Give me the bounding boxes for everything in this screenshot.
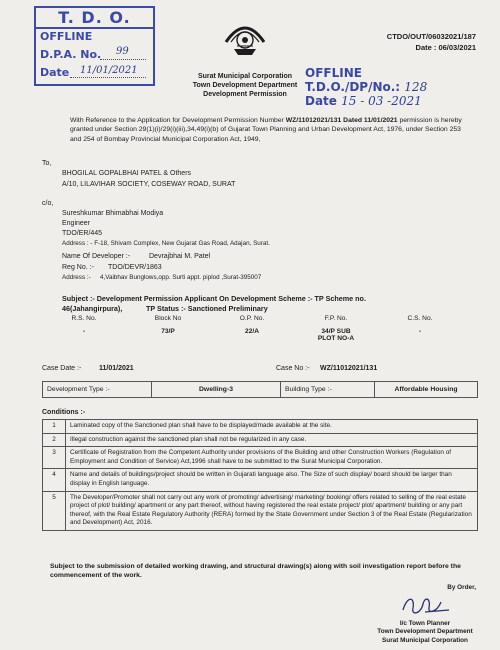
condition-text: Laminated copy of the Sanctioned plan shall have to be displayed/made available at the site. xyxy=(66,420,478,434)
offline-label: OFFLINE xyxy=(305,66,362,80)
intro-paragraph xyxy=(70,116,470,144)
engineer-role: Engineer xyxy=(62,220,91,227)
condition-number: 3 xyxy=(43,447,66,469)
application-number: WZ/11012021/131 Dated 11/01/2021 xyxy=(285,117,398,124)
signature-block xyxy=(360,584,490,645)
tdo-dp-label: T.D.O./DP/No.: xyxy=(305,80,401,94)
case-date: 11/01/2021 xyxy=(99,365,134,372)
conditions-table xyxy=(42,419,478,531)
tdo-dp-row xyxy=(305,80,427,94)
stamp-dpa-label: D.P.A. No. xyxy=(40,48,102,61)
signatory-title: I/c Town Planner xyxy=(399,620,451,628)
org-name: Surat Municipal Corporation xyxy=(197,73,293,80)
case-date-label: Case Date :- xyxy=(42,365,82,372)
engineer-name: Sureshkumar Bhimabhai Modiya xyxy=(62,210,164,217)
subject-line: Subject :- Development Permission Applicant On Development Scheme :- TP Scheme no. xyxy=(62,294,366,303)
stamp-date-value: 11/01/2021 xyxy=(80,65,138,76)
developer-reg: TDO/DEVR/1863 xyxy=(108,264,162,271)
by-order: By Order, xyxy=(447,584,476,591)
footer-note: Subject to the submission of detailed working drawing, and structural drawing(s) along with soil investigation report before the commencement of the work. xyxy=(50,563,461,579)
stamp-title: T. D. O. xyxy=(36,8,153,29)
tdo-stamp xyxy=(34,6,155,86)
stamp-dpa-line xyxy=(100,59,146,60)
tp-status: TP Status :- Sanctioned Preliminary xyxy=(146,304,268,313)
engineer-reg: TDO/ER/445 xyxy=(62,230,103,237)
conditions-heading: Conditions :- xyxy=(42,409,86,416)
developer-address-label: Address :- xyxy=(62,274,91,281)
stamp-date-line xyxy=(70,77,146,78)
stamp-offline: OFFLINE xyxy=(40,30,93,43)
outward-number: CTDO/OUT/06032021/187 xyxy=(386,32,476,41)
condition-number: 1 xyxy=(43,420,66,434)
signature-scribble xyxy=(395,590,455,620)
intro-text-start: With Reference to the Application for Development Permission Number xyxy=(70,117,286,124)
developer-name: Devrajbhai M. Patel xyxy=(149,253,211,260)
offline-date-row xyxy=(305,94,427,108)
col-block-no: Block No xyxy=(154,315,182,322)
department-name: Town Development Department xyxy=(192,82,298,90)
signatory-department: Town Development Department xyxy=(377,628,473,636)
scheme-name: 46(Jahangirpura), xyxy=(62,304,123,313)
condition-number: 5 xyxy=(43,491,66,530)
signatory-organization: Surat Municipal Corporation xyxy=(382,636,468,644)
recipient-address: A/10, LILAVIHAR SOCIETY, COSEWAY ROAD, SURAT xyxy=(62,181,236,188)
recipient-name: BHOGILAL GOPALBHAI PATEL & Others xyxy=(62,170,192,177)
document-title: Development Permission xyxy=(203,91,287,99)
condition-row xyxy=(43,433,478,447)
engineer-address: Address : - F-18, Shivam Complex, New Gujarat Gas Road, Adajan, Surat. xyxy=(62,240,270,247)
condition-row xyxy=(43,420,478,434)
stamp-date-label: Date xyxy=(40,66,70,79)
condition-row xyxy=(43,491,478,530)
rs-no-value: - xyxy=(82,328,86,335)
condition-text: The Developer/Promoter shall not carry out any work of promoting/ advertising/ marketing/ booking/ offers related to selling of the real estate project of plot/ building/ apartment or any part thereof, without having registered the real estate project/ plot/ apartment/ building or any part thereof, with the Real Estate Regulatory Authority (RERA) formed by the State Government under Section 3 of the Real Estate (Regularization and Development) Act, 2016. xyxy=(66,491,478,530)
building-type: Affordable Housing xyxy=(375,382,478,398)
condition-row xyxy=(43,447,478,469)
reference-date: Date : 06/03/2021 xyxy=(415,43,476,52)
col-cs-no: C.S. No. xyxy=(407,315,433,322)
col-rs-no: R.S. No. xyxy=(71,315,97,322)
developer-address: 4,Vaibhav Bunglows,opp. Surti appt. piplod ,Surat-395007 xyxy=(100,274,262,281)
fp-no-value: 34/P SUB PLOT NO-A xyxy=(317,328,355,342)
tdo-dp-value: 128 xyxy=(404,80,428,94)
condition-number: 4 xyxy=(43,469,66,491)
case-number: WZ/11012021/131 xyxy=(320,365,378,372)
offline-date-label: Date xyxy=(305,94,337,108)
stamp-dpa-value: 99 xyxy=(116,46,129,57)
developer-reg-label: Reg No. :- xyxy=(62,264,94,271)
cs-no-value: - xyxy=(418,328,422,335)
col-fp-no: F.P. No. xyxy=(324,315,348,322)
building-type-label: Building Type :- xyxy=(281,382,375,398)
offline-stamp xyxy=(305,67,427,108)
development-type: Dwelling-3 xyxy=(152,382,281,398)
intro-text-end: permission is hereby granted under Section 29(1)(i)/29(i)(iii),34,49(i)(b) of Gujarat Town Planning and Urban Development Act, 1976, under Section 253 and 254 of Bombay Provincial Municipal Corporation Act, 1949, xyxy=(70,117,462,143)
offline-date-value: 15 - 03 -2021 xyxy=(341,94,422,108)
case-no-label: Case No :- xyxy=(276,365,310,372)
to-label: To, xyxy=(42,160,52,167)
plot-table xyxy=(42,313,462,342)
development-type-table xyxy=(42,381,478,398)
plot-table-row xyxy=(42,328,462,342)
development-type-row xyxy=(43,382,478,398)
block-no-value: 73/P xyxy=(161,328,175,335)
developer-name-label: Name Of Developer :- xyxy=(62,253,131,260)
condition-text: Illegal construction against the sanctioned plan shall not be regularized in any case. xyxy=(66,433,478,447)
condition-number: 2 xyxy=(43,433,66,447)
op-no-value: 22/A xyxy=(245,328,259,335)
co-label: c/o, xyxy=(42,200,54,207)
document-header xyxy=(170,72,320,100)
condition-text: Name and details of buildings/project should be written in Gujarati language also. The Size of such display/ board should be larger than display in English language. xyxy=(66,469,478,491)
condition-row xyxy=(43,469,478,491)
condition-text: Certificate of Registration from the Competent Authority under provisions of the Building and other Construction Workers (Regulation of Employment and Condition of Service) Act,1996 shall have to be submitted to the Surat Municipal Corporation. xyxy=(66,447,478,469)
development-type-label: Development Type :- xyxy=(43,382,152,398)
col-op-no: O.P. No. xyxy=(239,315,265,322)
plot-table-header xyxy=(42,313,462,324)
smc-emblem-icon xyxy=(222,18,268,58)
